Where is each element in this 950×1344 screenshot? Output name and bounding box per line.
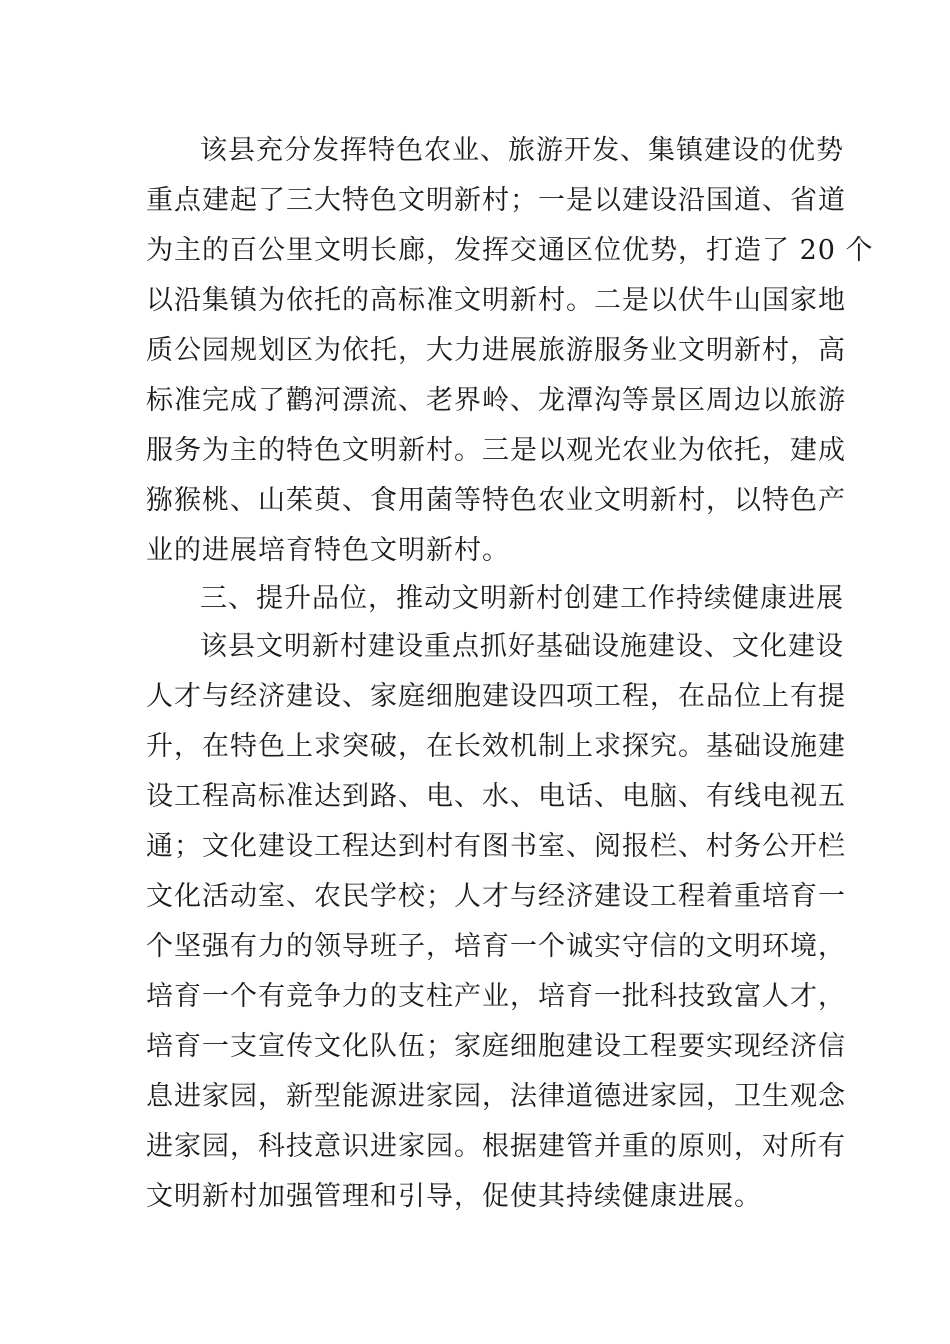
section-heading-3: 三、提升品位，推动文明新村创建工作持续健康进展 (200, 583, 844, 614)
paragraph-2-line-3: 升，在特色上求突破，在长效机制上求探究。基础设施建 (146, 731, 846, 762)
paragraph-1-line-3: 为主的百公里文明长廊，发挥交通区位优势，打造了 20 个 (146, 235, 874, 266)
paragraph-1-line-7: 服务为主的特色文明新村。三是以观光农业为依托，建成 (146, 435, 846, 466)
paragraph-2-line-4: 设工程高标准达到路、电、水、电话、电脑、有线电视五 (146, 781, 846, 812)
paragraph-1-line-2: 重点建起了三大特色文明新村；一是以建设沿国道、省道 (146, 185, 846, 216)
paragraph-1-line-9: 业的进展培育特色文明新村。 (146, 535, 510, 566)
paragraph-2-line-12: 文明新村加强管理和引导，促使其持续健康进展。 (146, 1181, 762, 1212)
paragraph-2-line-9: 培育一支宣传文化队伍；家庭细胞建设工程要实现经济信 (146, 1031, 846, 1062)
paragraph-1-line-5: 质公园规划区为依托，大力进展旅游服务业文明新村，高 (146, 335, 846, 366)
paragraph-2-line-8: 培育一个有竞争力的支柱产业，培育一批科技致富人才， (146, 981, 846, 1012)
paragraph-2-line-6: 文化活动室、农民学校；人才与经济建设工程着重培育一 (146, 881, 846, 912)
paragraph-2-line-7: 个坚强有力的领导班子，培育一个诚实守信的文明环境， (146, 931, 846, 962)
paragraph-2-line-1: 该县文明新村建设重点抓好基础设施建设、文化建设 (200, 631, 844, 662)
paragraph-1-line-1: 该县充分发挥特色农业、旅游开发、集镇建设的优势 (200, 135, 844, 166)
paragraph-2-line-2: 人才与经济建设、家庭细胞建设四项工程，在品位上有提 (146, 681, 846, 712)
paragraph-1-line-8: 猕猴桃、山茱萸、食用菌等特色农业文明新村，以特色产 (146, 485, 846, 516)
paragraph-1-line-4: 以沿集镇为依托的高标准文明新村。二是以伏牛山国家地 (146, 285, 846, 316)
paragraph-2-line-10: 息进家园，新型能源进家园，法律道德进家园，卫生观念 (146, 1081, 846, 1112)
paragraph-2-line-11: 进家园，科技意识进家园。根据建管并重的原则，对所有 (146, 1131, 846, 1162)
paragraph-1-line-6: 标准完成了鹳河漂流、老界岭、龙潭沟等景区周边以旅游 (146, 385, 846, 416)
paragraph-2-line-5: 通；文化建设工程达到村有图书室、阅报栏、村务公开栏 (146, 831, 846, 862)
